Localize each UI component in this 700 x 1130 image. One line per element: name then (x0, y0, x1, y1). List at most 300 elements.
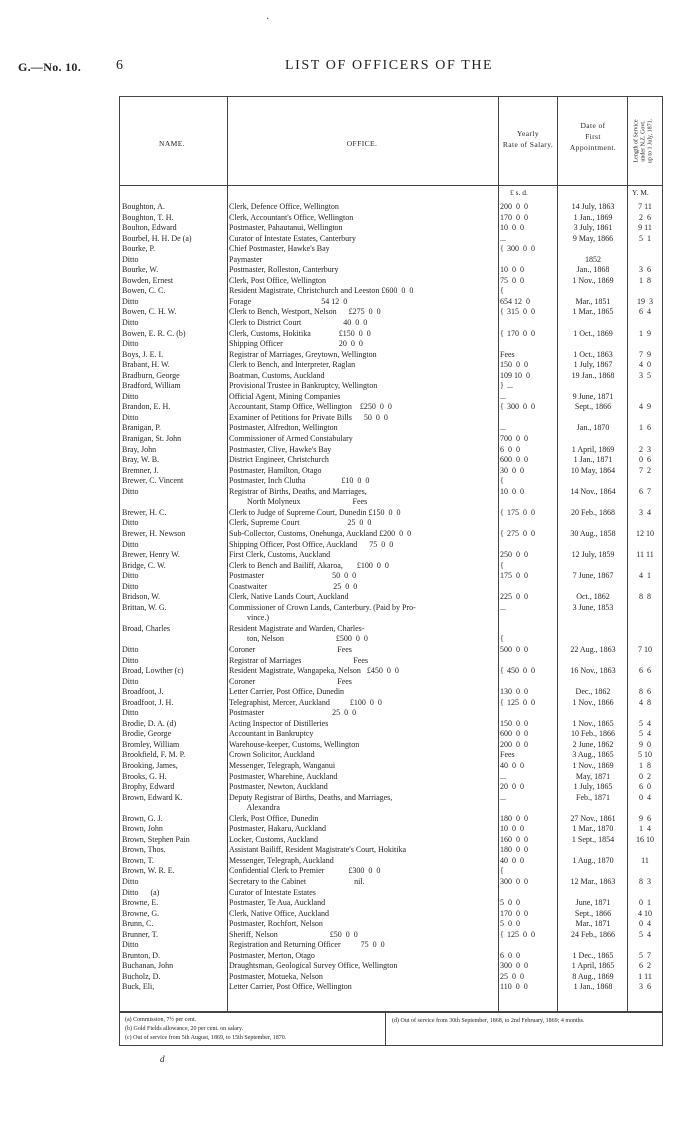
table-row (0, 276, 700, 287)
table-row (0, 613, 700, 624)
officer-office: ton, Nelson £500 0 0 (229, 634, 368, 644)
officer-office: Registration and Returning Officer 75 0 0 (229, 940, 385, 950)
officer-salary: ... (500, 771, 506, 781)
grouping-brace: { (500, 866, 504, 876)
officer-salary: 170 0 0 (507, 328, 535, 338)
length-header-line2: under N.Z. Govt. (640, 120, 647, 162)
officer-service-length: 5 4 (639, 718, 651, 728)
table-row (0, 371, 700, 382)
officer-office: Postmaster, Hamilton, Otago (229, 465, 322, 475)
officer-office: Clerk, Customs, Hokitika £150 0 0 (229, 328, 371, 338)
officer-office: Draughtsman, Geological Survey Office, Wellington (229, 961, 398, 971)
table-row (0, 339, 700, 350)
table-row (0, 202, 700, 213)
footnotes (119, 1012, 663, 1046)
officer-service-length: 1 9 (639, 328, 651, 338)
officer-name: Brookfield, F. M. P. (122, 750, 186, 760)
officer-appointment-date: 1 Dec., 1865 (572, 950, 614, 960)
table-row (0, 982, 700, 993)
table-row (0, 740, 700, 751)
officer-office: Coroner Fees (229, 644, 352, 654)
officer-appointment-date: 30 Aug., 1858 (570, 528, 616, 538)
table-row (0, 814, 700, 825)
table-row (0, 761, 700, 772)
table-row (0, 402, 700, 413)
officer-name: Browne, E. (122, 898, 159, 908)
officer-salary: ... (507, 381, 513, 391)
officer-name: Boulton, Edward (122, 223, 177, 233)
officer-appointment-date: 10 Feb., 1866 (571, 729, 615, 739)
table-row (0, 508, 700, 519)
grouping-brace: { (500, 697, 504, 707)
officer-salary: 654 12 0 (500, 296, 530, 306)
officer-service-length: 2 3 (639, 444, 651, 454)
column-header-office: OFFICE. (346, 139, 378, 148)
table-row (0, 772, 700, 783)
officer-appointment-date: May, 1871 (575, 771, 611, 781)
officer-name: Buchanan, John (122, 961, 174, 971)
officer-office: Clerk, Native Lands Court, Auckland (229, 592, 349, 602)
officer-salary: 10 0 0 (500, 223, 524, 233)
officer-name: Broad, Lowther (c) (122, 666, 184, 676)
officer-office: Postmaster, Clive, Hawke's Bay (229, 444, 332, 454)
officer-name: Branigan, P. (122, 423, 161, 433)
officer-appointment-date: 3 Aug., 1865 (572, 750, 614, 760)
officer-salary: ... (500, 423, 506, 433)
table-row (0, 919, 700, 930)
officer-office: Coastwaiter 25 0 0 (229, 581, 358, 591)
officer-appointment-date: 1 July, 1865 (573, 782, 613, 792)
officer-salary: 10 0 0 (500, 824, 524, 834)
column-header-date (560, 120, 626, 153)
officer-service-length: 1 8 (639, 275, 651, 285)
officer-office: Postmaster, Rolleston, Canterbury (229, 265, 339, 275)
officer-office: Acting Inspector of Distilleries (229, 718, 329, 728)
officer-salary: 600 0 0 (500, 729, 528, 739)
officer-name: Ditto (122, 391, 139, 401)
officer-office: Boatman, Customs, Auckland (229, 370, 325, 380)
officer-name: Bradford, William (122, 381, 181, 391)
table-row (0, 845, 700, 856)
officer-name: Ditto (122, 655, 139, 665)
officer-appointment-date: Sept., 1866 (574, 402, 612, 412)
officer-name: Bucholz, D. (122, 971, 161, 981)
officer-name: Brandon, E. H. (122, 402, 171, 412)
officer-salary: 250 0 0 (500, 550, 528, 560)
table-row (0, 603, 700, 614)
officer-office: Messenger, Telegraph, Auckland (229, 855, 334, 865)
officer-service-length: 0 4 (639, 919, 651, 929)
footnote-d: (d) Out of service from 30th September, 1868, to 2nd February, 1869; 4 months. (392, 1018, 585, 1024)
grouping-brace: { (500, 528, 504, 538)
officer-salary: 300 0 0 (507, 244, 535, 254)
officer-service-length: 1 6 (639, 423, 651, 433)
officer-appointment-date: 1 Nov., 1869 (572, 275, 614, 285)
officer-appointment-date: 1 Nov., 1869 (572, 760, 614, 770)
officer-appointment-date: 16 Nov., 1863 (570, 666, 616, 676)
officer-office: Clerk, Post Office, Wellington (229, 275, 327, 285)
officer-office: Warehouse-keeper, Customs, Wellington (229, 739, 360, 749)
officer-name: Broad, Charles (122, 623, 170, 633)
officer-office: Resident Magistrate, Wangapeka, Nelson £450 0 0 (229, 666, 399, 676)
footnote-divider (385, 1013, 386, 1045)
footnotes-left (125, 1016, 286, 1043)
officer-service-length: 11 11 (636, 550, 654, 560)
officer-appointment-date: 1 Mar., 1865 (572, 307, 614, 317)
officer-name: Bray, John (122, 444, 157, 454)
officer-name: Boughton, A. (122, 202, 165, 211)
officer-appointment-date: 8 Aug., 1869 (572, 971, 614, 981)
table-row (0, 445, 700, 456)
officer-appointment-date: 7 June, 1867 (572, 571, 614, 581)
officer-office: Accountant in Bankruptcy (229, 729, 314, 739)
signature-mark: d (160, 1054, 165, 1064)
officer-service-length: 6 7 (639, 486, 651, 496)
officer-service-length: 5 10 (638, 750, 652, 760)
table-row (0, 877, 700, 888)
officer-appointment-date: 3 July, 1861 (573, 223, 613, 233)
officer-office: Official Agent, Mining Companies (229, 391, 341, 401)
salary-header-line2: Rate of Salary. (502, 140, 554, 149)
officer-office: Crown Solicitor, Auckland (229, 750, 315, 760)
officer-appointment-date: 1 Nov., 1866 (572, 697, 614, 707)
officer-appointment-date: 9 May, 1866 (572, 233, 614, 243)
table-row (0, 624, 700, 635)
officer-appointment-date: 27 Nov., 1861 (570, 813, 616, 823)
officer-office: Shipping Officer 20 0 0 (229, 339, 363, 349)
date-header-line1: Date of (580, 121, 606, 130)
officer-office: Postmaster, Merton, Otago (229, 950, 315, 960)
officer-service-length: 8 6 (639, 687, 651, 697)
officer-service-length: 6 4 (639, 307, 651, 317)
officer-office: North Molyneux Fees (229, 497, 368, 507)
officer-office: Locker, Customs, Auckland (229, 834, 318, 844)
table-row (0, 930, 700, 941)
officer-office: Clerk, Native Office, Auckland (229, 908, 330, 918)
table-row (0, 234, 700, 245)
officer-office: Clerk to Bench and Bailiff, Akaroa, £100 0 0 (229, 560, 389, 570)
table-row (0, 392, 700, 403)
officer-service-length: 4 9 (639, 402, 651, 412)
grouping-brace: { (500, 328, 504, 338)
officer-appointment-date: Sept., 1866 (574, 908, 612, 918)
officer-service-length: 0 2 (639, 771, 651, 781)
grouping-brace: { (500, 634, 504, 644)
table-row (0, 898, 700, 909)
officer-salary: 450 0 0 (507, 666, 535, 676)
officer-service-length: 16 10 (636, 834, 654, 844)
table-row (0, 487, 700, 498)
officer-office: Clerk, Post Office, Dunedin (229, 813, 319, 823)
column-header-name: NAME. (159, 139, 185, 148)
officer-office: Letter Carrier, Post Office, Wellington (229, 982, 352, 992)
table-row (0, 972, 700, 983)
officer-service-length: 0 4 (639, 792, 651, 802)
officer-name: Bridson, W. (122, 592, 161, 602)
officer-service-length: 9 6 (639, 813, 651, 823)
officer-service-length: 7 9 (639, 349, 651, 359)
officer-salary: 315 0 0 (507, 307, 535, 317)
grouping-brace: { (500, 560, 504, 570)
officer-office: Paymaster (229, 254, 263, 264)
officer-salary: 5 0 0 (500, 898, 520, 908)
officer-name: Boys, J. E. I. (122, 349, 164, 359)
table-row (0, 803, 700, 814)
officer-service-length: 6 0 (639, 782, 651, 792)
officer-service-length: 0 1 (639, 898, 651, 908)
table-row (0, 656, 700, 667)
officer-office: Clerk, Supreme Court 25 0 0 (229, 518, 372, 528)
officer-name: Bray, W. B. (122, 455, 160, 465)
officer-office: Provisional Trustee in Bankruptcy, Wellington (229, 381, 378, 391)
officer-name: Boughton, T. H. (122, 212, 174, 222)
officer-name: Brown, John (122, 824, 163, 834)
officer-appointment-date: Dec., 1862 (575, 687, 611, 697)
table-row (0, 434, 700, 445)
officer-salary: 150 0 0 (500, 718, 528, 728)
officer-appointment-date: 2 June, 1862 (572, 739, 614, 749)
officer-salary: 109 10 0 (500, 370, 530, 380)
table-row (0, 466, 700, 477)
officer-office: Postmaster, Pahautanui, Wellington (229, 223, 343, 233)
officer-office: Postmaster 25 0 0 (229, 708, 357, 718)
officer-appointment-date: 10 May, 1864 (570, 465, 616, 475)
officer-office: Secretary to the Cabinet nil. (229, 877, 365, 886)
officer-name: Brown, Stephen Pain (122, 834, 190, 844)
officer-salary: 175 0 0 (500, 571, 528, 581)
header-divider (120, 185, 662, 186)
officer-office: Shipping Officer, Post Office, Auckland 75 0 0 (229, 539, 394, 549)
officer-service-length: 6 6 (639, 666, 651, 676)
officer-appointment-date: Mar., 1871 (575, 919, 611, 929)
officer-salary: 200 0 0 (500, 202, 528, 211)
footnote-c: (c) Out of service from 5th August, 1869, to 15th September, 1870. (125, 1035, 287, 1041)
table-row (0, 856, 700, 867)
officer-service-length: 3 6 (639, 265, 651, 275)
officer-name: Ditto (122, 940, 139, 950)
officer-office: Forage 54 12 0 (229, 296, 348, 306)
table-row (0, 213, 700, 224)
officer-appointment-date: 22 Aug., 1863 (570, 644, 616, 654)
officer-office: Commissioner of Crown Lands, Canterbury. (Paid by Pro- (229, 602, 416, 612)
grouping-brace: { (500, 307, 504, 317)
officer-appointment-date: 14 July, 1863 (571, 202, 615, 211)
officer-service-length: 3 4 (639, 507, 651, 517)
officer-salary: 10 0 0 (500, 265, 524, 275)
officer-office: First Clerk, Customs, Auckland (229, 550, 331, 560)
table-row (0, 255, 700, 266)
officer-salary: 225 0 0 (500, 592, 528, 602)
officer-name: Brooks, G. H. (122, 771, 167, 781)
officer-service-length: 4 10 (638, 908, 652, 918)
column-header-salary (500, 128, 556, 150)
officer-service-length: 5 7 (639, 950, 651, 960)
table-row (0, 835, 700, 846)
table-row (0, 719, 700, 730)
officer-name: Brunn, C. (122, 919, 154, 929)
officer-office: Registrar of Marriages Fees (229, 655, 369, 665)
officer-service-length: 1 11 (638, 971, 652, 981)
officer-name: Bowen, C. C. (122, 286, 166, 296)
officer-salary: 10 0 0 (500, 486, 524, 496)
officer-service-length: 5 1 (639, 233, 651, 243)
officer-name: Browne, G. (122, 908, 160, 918)
salary-header-line1: Yearly (516, 129, 540, 138)
officer-appointment-date: 12 Mar., 1863 (570, 877, 616, 886)
officer-appointment-date: 1 Jan., 1868 (573, 982, 613, 992)
length-header-line3: up to 1 July, 1871. (647, 118, 654, 164)
officer-name: Ditto (a) (122, 887, 160, 897)
officer-name: Brodie, D. A. (d) (122, 718, 177, 728)
officer-name: Ditto (122, 296, 139, 306)
grouping-brace: { (500, 244, 504, 254)
officer-service-length: 5 4 (639, 729, 651, 739)
officer-name: Ditto (122, 877, 139, 886)
officer-salary: 30 0 0 (500, 465, 524, 475)
officer-name: Brown, Thos. (122, 845, 166, 855)
officer-service-length: 7 10 (638, 644, 652, 654)
officer-name: Brown, Edward K. (122, 792, 183, 802)
officer-appointment-date: 19 Jan., 1868 (571, 370, 615, 380)
officer-name: Broadfoot, J. (122, 687, 164, 697)
date-header-line2: First (585, 132, 601, 141)
table-row (0, 350, 700, 361)
table-row (0, 951, 700, 962)
officer-office: Assistant Bailiff, Resident Magistrate's Court, Hokitika (229, 845, 407, 855)
officer-office: Resident Magistrate, Christchurch and Leeston £600 0 0 (229, 286, 414, 296)
column-header-length (627, 98, 661, 184)
grouping-brace: { (500, 286, 504, 296)
officer-salary: 110 0 0 (500, 982, 528, 992)
officer-office: Postmaster, Te Aua, Auckland (229, 898, 326, 908)
officer-service-length: 7 11 (638, 202, 652, 211)
officer-appointment-date: 12 July, 1859 (571, 550, 615, 560)
table-row (0, 381, 700, 392)
officer-appointment-date: 1 April, 1869 (571, 444, 615, 454)
officer-name: Brophy, Edward (122, 782, 175, 792)
officer-appointment-date: 1 July, 1867 (573, 360, 613, 370)
officer-salary: 6 0 0 (500, 950, 520, 960)
table-row (0, 423, 700, 434)
table-row (0, 244, 700, 255)
officer-office: Examiner of Petitions for Private Bills 50 0 0 (229, 412, 388, 422)
grouping-brace: { (500, 929, 504, 939)
officer-name: Bowden, Ernest (122, 275, 174, 285)
table-row (0, 360, 700, 371)
table-row (0, 866, 700, 877)
officer-salary: 180 0 0 (500, 845, 528, 855)
officer-appointment-date: Mar., 1851 (575, 296, 611, 306)
officer-appointment-date: Jan., 1870 (576, 423, 610, 433)
officer-salary: ... (500, 391, 506, 401)
officer-office: Commissioner of Armed Constabulary (229, 434, 353, 444)
officer-name: Brunton, D. (122, 950, 160, 960)
officer-name: Bourke, W. (122, 265, 159, 275)
officer-service-length: 9 11 (638, 223, 652, 233)
officer-appointment-date: 1852 (585, 254, 601, 264)
officer-office: Curator of Intestate Estates, Canterbury (229, 233, 356, 243)
officer-office: Postmaster, Motueka, Nelson (229, 971, 323, 981)
officer-name: Brodie, George (122, 729, 172, 739)
officer-salary: 25 0 0 (500, 971, 524, 981)
grouping-brace: { (500, 507, 504, 517)
table-row (0, 687, 700, 698)
officer-appointment-date: 14 Nov., 1864 (570, 486, 616, 496)
table-row (0, 455, 700, 466)
officer-name: Ditto (122, 339, 139, 349)
table-row (0, 645, 700, 656)
officer-name: Brewer, C. Vincent (122, 476, 184, 486)
officer-name: Ditto (122, 676, 139, 686)
table-row (0, 476, 700, 487)
officer-name: Brabant, H. W. (122, 360, 170, 370)
officer-salary: 6 0 0 (500, 444, 520, 454)
officer-service-length: 0 6 (639, 455, 651, 465)
officer-name: Bremner, J. (122, 465, 159, 475)
officer-office: Clerk, Defence Office, Wellington (229, 202, 339, 211)
officer-service-length: 3 5 (639, 370, 651, 380)
officer-service-length: 12 10 (636, 528, 654, 538)
page-number: 6 (116, 58, 123, 73)
officer-salary: 170 0 0 (500, 212, 528, 222)
officer-office: Chief Postmaster, Hawke's Bay (229, 244, 330, 254)
officer-office: Postmaster, Alfredton, Wellington (229, 423, 338, 433)
table-row (0, 824, 700, 835)
officer-appointment-date: 9 June, 1871 (572, 391, 614, 401)
officer-appointment-date: June, 1871 (575, 898, 611, 908)
officer-salary: 300 0 0 (500, 961, 528, 971)
officer-service-length: 7 2 (639, 465, 651, 475)
officer-salary: 130 0 0 (500, 687, 528, 697)
officer-appointment-date: 20 Feb., 1868 (571, 507, 615, 517)
officer-appointment-date: 1 Nov., 1865 (572, 718, 614, 728)
table-row (0, 540, 700, 551)
table-row (0, 529, 700, 540)
table-row (0, 666, 700, 677)
officer-appointment-date: Jan., 1868 (576, 265, 610, 275)
table-row (0, 592, 700, 603)
officer-office: Postmaster, Inch Clutha £10 0 0 (229, 476, 370, 486)
footnote-a: (a) Commission, 7½ per cent. (125, 1017, 197, 1023)
officer-service-length: 6 2 (639, 961, 651, 971)
officer-salary: 170 0 0 (500, 908, 528, 918)
officer-name: Bromley, William (122, 739, 180, 749)
officer-name: Ditto (122, 486, 139, 496)
officer-name: Brewer, H. Newson (122, 528, 186, 538)
officer-appointment-date: 1 April, 1865 (571, 961, 615, 971)
table-row (0, 634, 700, 645)
table-row (0, 265, 700, 276)
officer-office: vince.) (229, 613, 269, 623)
officer-office: District Engineer, Christchurch (229, 455, 329, 465)
officer-salary: 700 0 0 (500, 434, 528, 444)
officer-name: Ditto (122, 518, 139, 528)
table-row (0, 497, 700, 508)
officer-salary: 5 0 0 (500, 919, 520, 929)
officer-name: Brittan, W. G. (122, 602, 167, 612)
table-row (0, 413, 700, 424)
officer-office: Telegraphist, Mercer, Auckland £100 0 0 (229, 697, 382, 707)
officer-name: Bridge, C. W. (122, 560, 166, 570)
officer-name: Ditto (122, 581, 139, 591)
table-row (0, 750, 700, 761)
officer-office: Postmaster, Wharehine, Auckland (229, 771, 338, 781)
officer-appointment-date: 1 Mar., 1870 (572, 824, 614, 834)
table-row (0, 329, 700, 340)
table-row (0, 677, 700, 688)
length-units: Y. M. (632, 188, 649, 197)
officer-salary: 175 0 0 (507, 507, 535, 517)
